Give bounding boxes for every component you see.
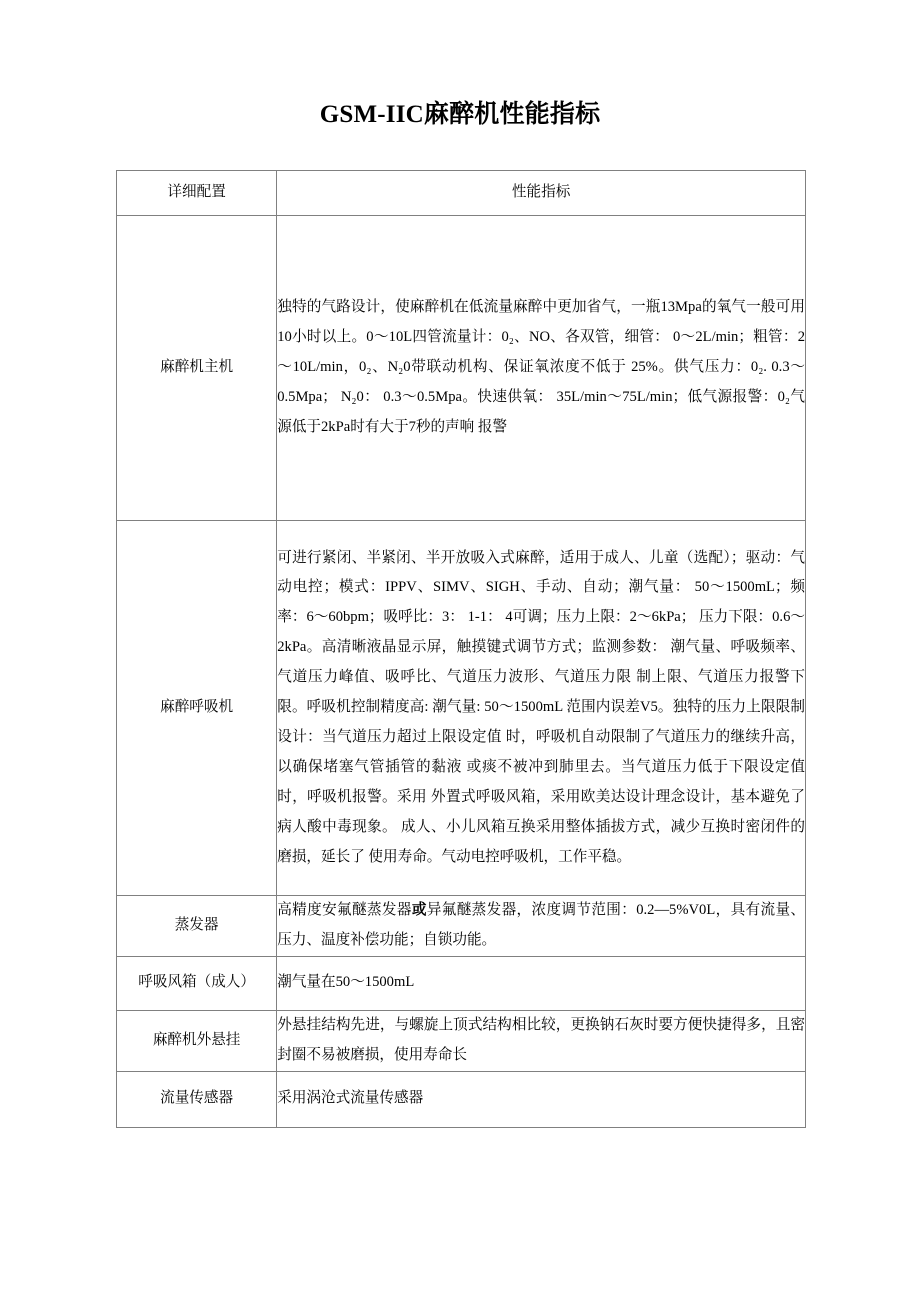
vaporizer-text-prefix: 高精度安氟醚蒸发器 [277,902,412,918]
table-row [117,896,806,957]
row-value-ventilator: 可进行紧闭、半紧闭、半开放吸入式麻醉，适用于成人、儿童（选配）；驱动：气动电控；模式：IPPV、SIMV、SIGH、手动、自动；潮气量： 50～1500mL；频率：6～60bpm；吸呼比：3： 1-1： 4可调；压力上限：2～6kPa； 压力下限：0.6～2kPa。高清晰液晶显示屏，触摸键式调节方式；监测参数： 潮气量、呼吸频率、气道压力峰值、吸呼比、气道压力波形、气道压力限 制上限、气道压力报警下限。呼吸机控制精度高: 潮气量: 50～1500mL 范围内误差V5。独特的压力上限限制设计：当气道压力超过上限设定值 时，呼吸机自动限制了气道压力的继续升高，以确保堵塞气管插管的黏液 或痰不被冲到肺里去。当气道压力低于下限设定值时，呼吸机报警。采用 外置式呼吸风箱，采用欧美达设计理念设计，基本避免了病人酸中毒现象。 成人、小儿风箱互换采用整体插拔方式，减少互换时密闭件的磨损，延长了 使用寿命。气动电控呼吸机，工作平稳。 [277,521,806,896]
row-value-vaporizer [277,896,806,957]
row-label-bellows: 呼吸风箱（成人） [117,956,277,1010]
specifications-table [116,170,806,1128]
vaporizer-text-emphasis: 或 [411,902,427,918]
table-row [117,521,806,896]
row-value-flow-sensor: 采用涡沧式流量传感器 [277,1071,806,1127]
table-row [117,1071,806,1127]
row-value-main-unit: 独特的气路设计，使麻醉机在低流量麻醉中更加省气，一瓶13Mpa的氧气一般可用10小时以上。0～10L四管流量计：0₂、NO、各双管，细管： 0～2L/min；粗管：2～10L/min，0₂、N₂0带联动机构、保证氧浓度不低于 25%。供气压力：0₂. 0.3～0.5Mpa； N₂0： 0.3～0.5Mpa。快速供氧： 35L/min～75L/min；低气源报警：0₂气源低于2kPa时有大于7秒的声响 报警 [277,216,806,521]
column-header-spec: 性能指标 [277,171,806,216]
vaporizer-text-suffix: 异氟醚蒸发器，浓度调节范围：0.2—5%V0L，具有流量、压力、温度补偿功能；自锁功能。 [277,902,805,948]
row-label-vaporizer: 蒸发器 [117,896,277,957]
row-label-external-mount: 麻醉机外悬挂 [117,1010,277,1071]
row-label-flow-sensor: 流量传感器 [117,1071,277,1127]
table-row [117,216,806,521]
row-label-main-unit: 麻醉机主机 [117,216,277,521]
page-title: GSM-IIC麻醉机性能指标 [319,101,601,128]
column-header-config: 详细配置 [117,171,277,216]
table-row [117,1010,806,1071]
row-value-external-mount: 外悬挂结构先进，与螺旋上顶式结构相比较，更换钠石灰时要方便快捷得多，且密封圈不易被磨损，使用寿命长 [277,1010,806,1071]
row-value-bellows: 潮气量在50～1500mL [277,956,806,1010]
row-label-ventilator: 麻醉呼吸机 [117,521,277,896]
table-header-row [117,171,806,216]
table-row [117,956,806,1010]
